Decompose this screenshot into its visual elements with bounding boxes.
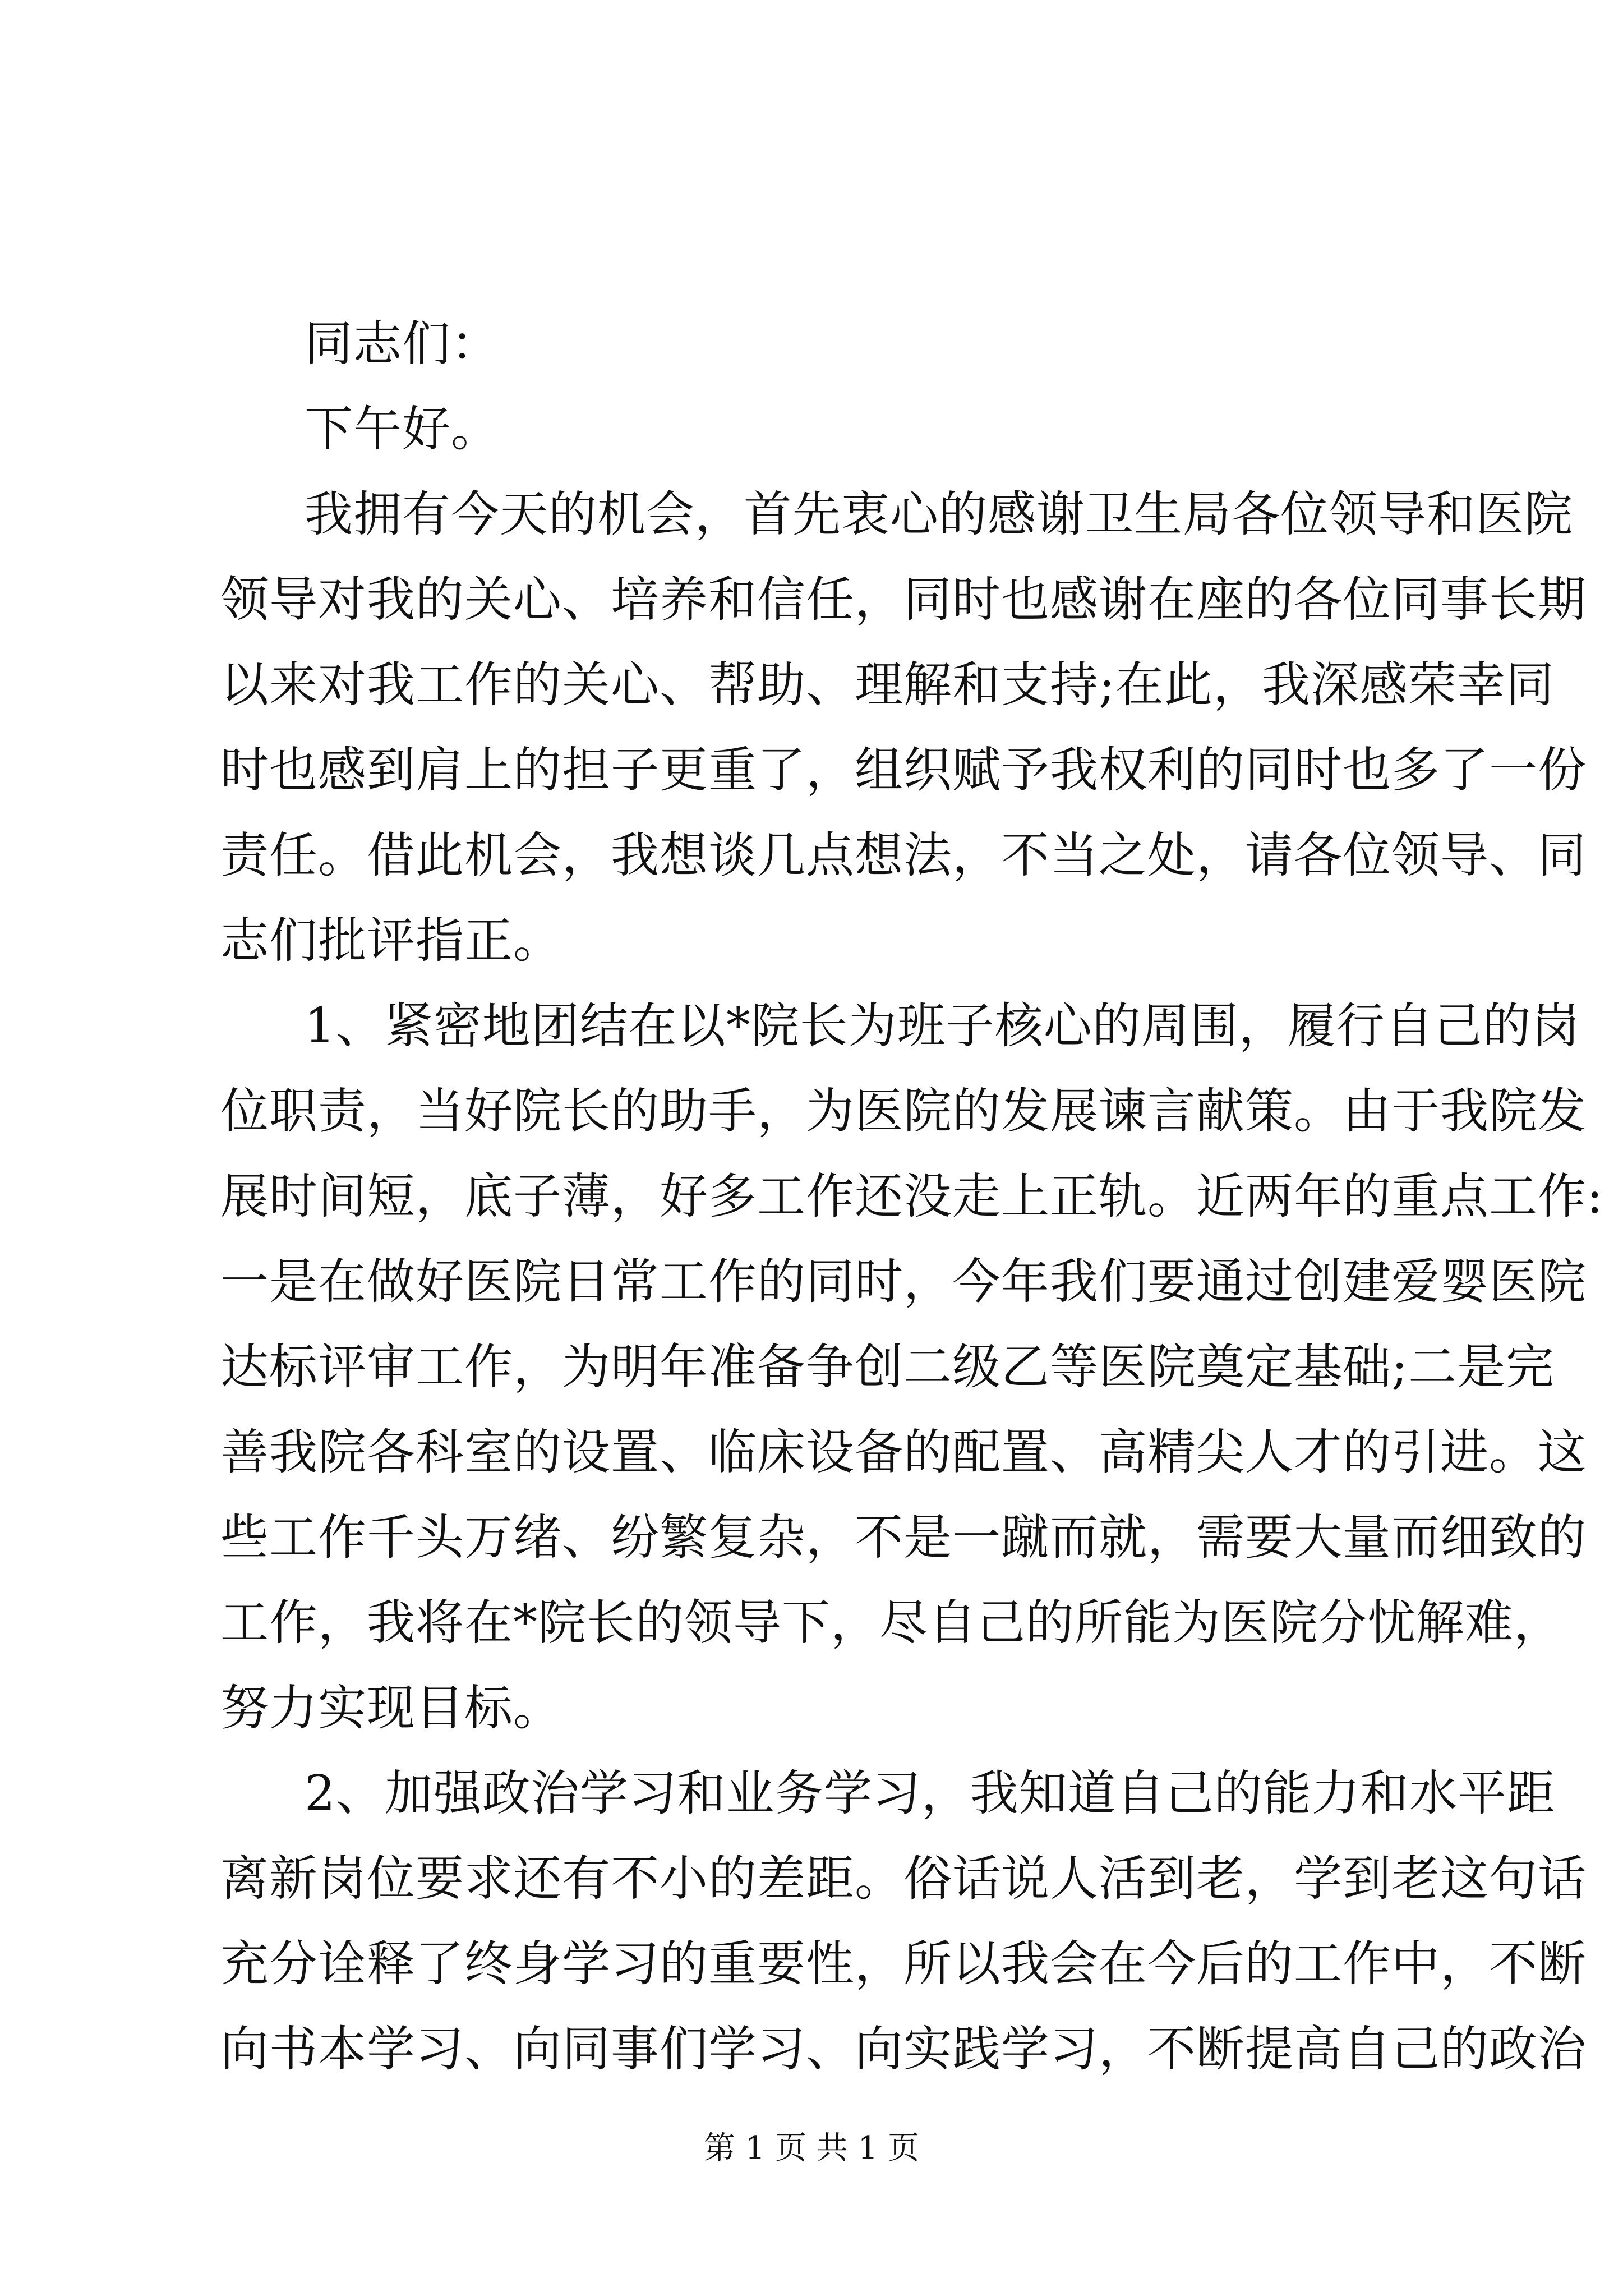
paragraph-1-line: 工作，我将在*院长的领导下，尽自己的所能为医院分忧解难，	[220, 1595, 1562, 1651]
paragraph-intro-line: 志们批评指正。	[220, 913, 562, 969]
paragraph-intro-line: 责任。借此机会，我想谈几点想法，不当之处，请各位领导、同	[220, 827, 1587, 884]
paragraph-intro-line: 时也感到肩上的担子更重了，组织赋予我权利的同时也多了一份	[220, 742, 1587, 798]
paragraph-1-line: 善我院各科室的设置、临床设备的配置、高精尖人才的引进。这	[220, 1424, 1587, 1480]
paragraph-1-line: 一是在做好医院日常工作的同时，今年我们要通过创建爱婴医院	[220, 1254, 1587, 1310]
paragraph-1-line: 些工作千头万绪、纷繁复杂，不是一蹴而就，需要大量而细致的	[220, 1510, 1587, 1566]
paragraph-2-line: 充分诠释了终身学习的重要性，所以我会在今后的工作中，不断	[220, 1936, 1587, 1992]
paragraph-intro-line: 以来对我工作的关心、帮助、理解和支持;在此，我深感荣幸同	[220, 657, 1555, 713]
page-number-footer: 第 1 页 共 1 页	[703, 2130, 920, 2166]
paragraph-intro-line: 我拥有今天的机会，首先衷心的感谢卫生局各位领导和医院	[305, 486, 1573, 542]
paragraph-1-line: 位职责，当好院长的助手，为医院的发展谏言献策。由于我院发	[220, 1083, 1587, 1139]
paragraph-1-line: 1、紧密地团结在以*院长为班子核心的周围，履行自己的岗	[305, 998, 1580, 1054]
paragraph-2-line: 2、加强政治学习和业务学习，我知道自己的能力和水平距	[305, 1765, 1556, 1821]
paragraph-1-line: 展时间短，底子薄，好多工作还没走上正轨。近两年的重点工作:	[220, 1168, 1603, 1225]
salutation-line: 同志们：	[305, 316, 500, 372]
paragraph-2-line: 向书本学习、向同事们学习、向实践学习，不断提高自己的政治	[220, 2021, 1587, 2077]
paragraph-1-line: 努力实现目标。	[220, 1680, 562, 1736]
paragraph-1-line: 达标评审工作，为明年准备争创二级乙等医院奠定基础;二是完	[220, 1339, 1555, 1395]
paragraph-2-line: 离新岗位要求还有不小的差距。俗话说人活到老，学到老这句话	[220, 1851, 1587, 1907]
paragraph-intro-line: 领导对我的关心、培养和信任，同时也感谢在座的各位同事长期	[220, 572, 1587, 628]
greeting-line: 下午好。	[305, 401, 500, 457]
